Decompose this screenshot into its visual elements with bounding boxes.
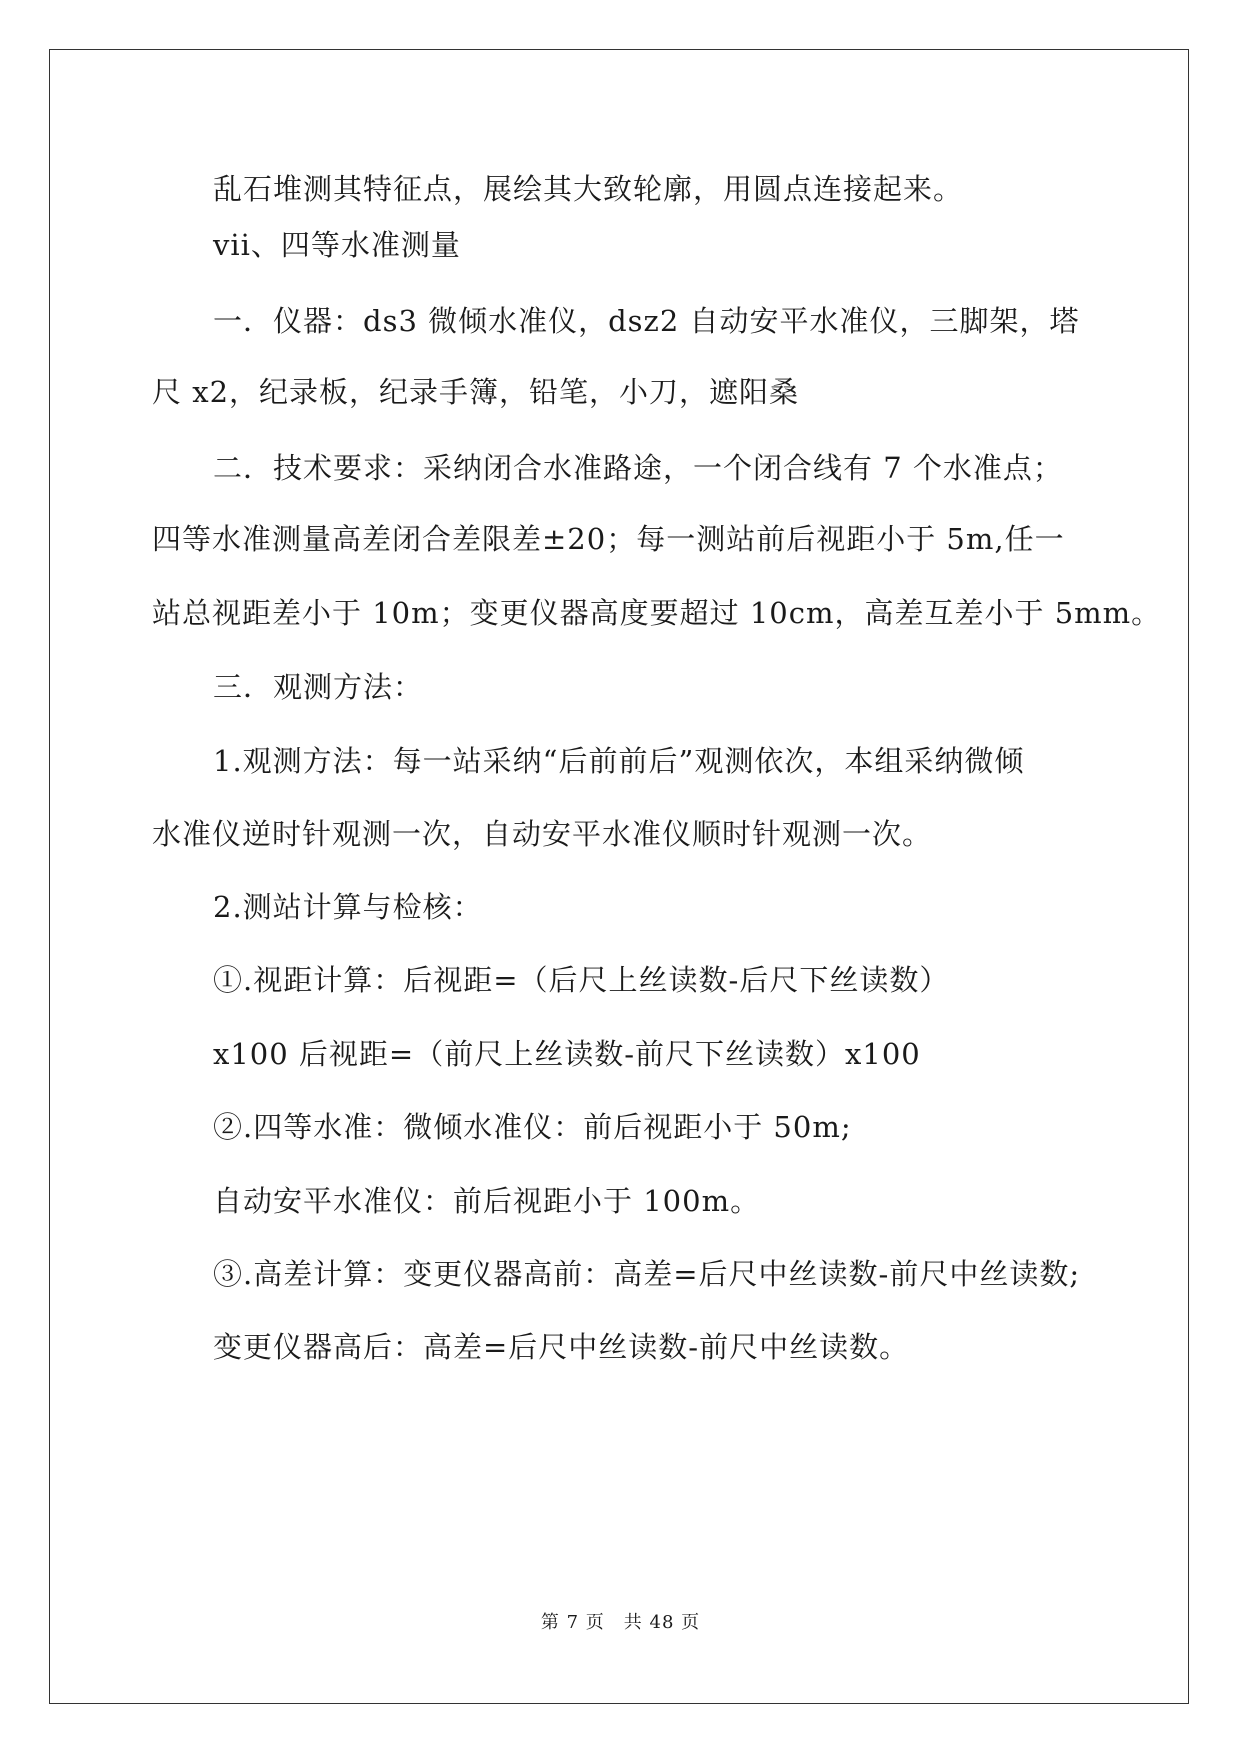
paragraph-line: 水准仪逆时针观测一次，自动安平水准仪顺时针观测一次。 xyxy=(152,817,933,851)
paragraph-line: 四等水准测量高差闭合差限差±20；每一测站前后视距小于 5m,任一 xyxy=(152,522,1065,556)
paragraph-line: x100 后视距=（前尺上丝读数-前尺下丝读数）x100 xyxy=(213,1037,921,1071)
paragraph-line: ①.视距计算：后视距=（后尺上丝读数-后尺下丝读数） xyxy=(213,963,950,997)
section-heading: 2.测站计算与检核： xyxy=(213,890,483,924)
section-heading: 三．观测方法： xyxy=(213,670,424,704)
paragraph-line: 站总视距差小于 10m；变更仪器高度要超过 10cm，高差互差小于 5mm。 xyxy=(152,596,1162,630)
paragraph-line: 一．仪器：ds3 微倾水准仪，dsz2 自动安平水准仪，三脚架，塔 xyxy=(213,304,1080,338)
paragraph-line: 自动安平水准仪：前后视距小于 100m。 xyxy=(213,1184,761,1218)
paragraph-line: 1.观测方法：每一站采纳“后前前后”观测依次，本组采纳微倾 xyxy=(213,744,1025,778)
paragraph-line: ②.四等水准：微倾水准仪：前后视距小于 50m; xyxy=(213,1110,852,1144)
paragraph-line: 二．技术要求：采纳闭合水准路途，一个闭合线有 7 个水准点； xyxy=(213,451,1063,485)
paragraph-line: 变更仪器高后：高差=后尺中丝读数-前尺中丝读数。 xyxy=(213,1330,910,1364)
paragraph-line: 尺 x2，纪录板，纪录手簿，铅笔，小刀，遮阳桑 xyxy=(152,375,800,409)
paragraph-line: 乱石堆测其特征点，展绘其大致轮廓，用圆点连接起来。 xyxy=(213,172,964,206)
page-number-footer: 第 7 页 共 48 页 xyxy=(540,1612,701,1633)
paragraph-line: ③.高差计算：变更仪器高前：高差=后尺中丝读数-前尺中丝读数; xyxy=(213,1257,1081,1291)
section-heading: vii、四等水准测量 xyxy=(213,228,461,262)
page-border xyxy=(49,49,1189,1704)
